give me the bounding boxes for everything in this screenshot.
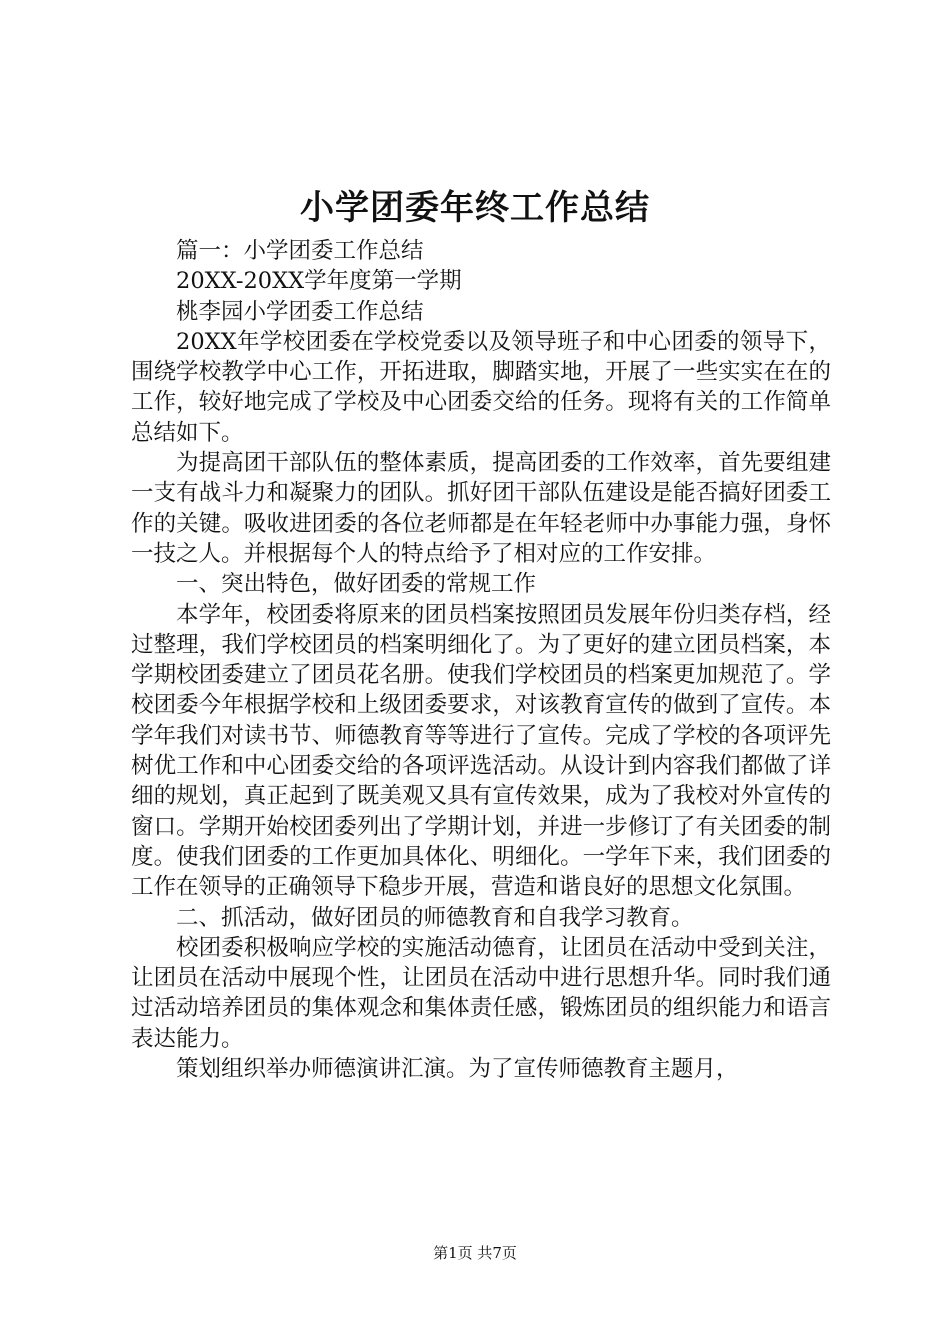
paragraph-team-building: 为提高团干部队伍的整体素质，提高团委的工作效率，首先要组建一支有战斗力和凝聚力的团队。抓好团干部队伍建设是能否搞好团委工作的关键。吸收进团委的各位老师都是在年轻老师中办事能力强，身怀一技之人。并根据每个人的特点给予了相对应的工作安排。 (131, 450, 831, 567)
paragraph-section-heading: 篇一：小学团委工作总结 (176, 238, 424, 264)
paragraph-activities: 校团委积极响应学校的实施活动德育，让团员在活动中受到关注，让团员在活动中展现个性，让团员在活动中进行思想升华。同时我们通过活动培养团员的集体观念和集体责任感，锻炼团员的组织能力和语言表达能力。 (131, 934, 831, 1052)
paragraph-heading-two: 二、抓活动，做好团员的师德教育和自我学习教育。 (176, 904, 694, 931)
paragraph-heading-one: 一、突出特色，做好团委的常规工作 (176, 571, 537, 598)
document-title: 小学团委年终工作总结 (300, 188, 650, 228)
paragraph-routine-work: 本学年，校团委将原来的团员档案按照团员发展年份归类存档，经过整理，我们学校团员的档案明细化了。为了更好的建立团员档案，本学期校团委建立了团员花名册。使我们学校团员的档案更加规范了。学校团委今年根据学校和上级团委要求，对该教育宣传的做到了宣传。本学年我们对读书节、师德教育等等进行了宣传。完成了学校的各项评先树优工作和中心团委交给的各项评选活动。从设计到内容我们都做了详细的规划，真正起到了既美观又具有宣传效果，成为了我校对外宣传的窗口。学期开始校团委列出了学期计划，并进一步修订了有关团委的制度。使我们团委的工作更加具体化、明细化。一学年下来，我们团委的工作在领导的正确领导下稳步开展，营造和谐良好的思想文化氛围。 (131, 601, 831, 901)
page-number-footer: 第1页 共7页 (433, 1244, 517, 1262)
paragraph-intro: 20XX年学校团委在学校党委以及领导班子和中心团委的领导下，围绕学校教学中心工作，开拓进取，脚踏实地，开展了一些实实在在的工作，较好地完成了学校及中心团委交给的任务。现将有关的工作简单总结如下。 (131, 328, 831, 446)
paragraph-speech-event: 策划组织举办师德演讲汇演。为了宣传师德教育主题月， (176, 1056, 739, 1083)
paragraph-school-year: 20XX-20XX学年度第一学期 (176, 268, 462, 295)
document-body (131, 236, 831, 1084)
paragraph-school-name: 桃李园小学团委工作总结 (176, 298, 424, 325)
